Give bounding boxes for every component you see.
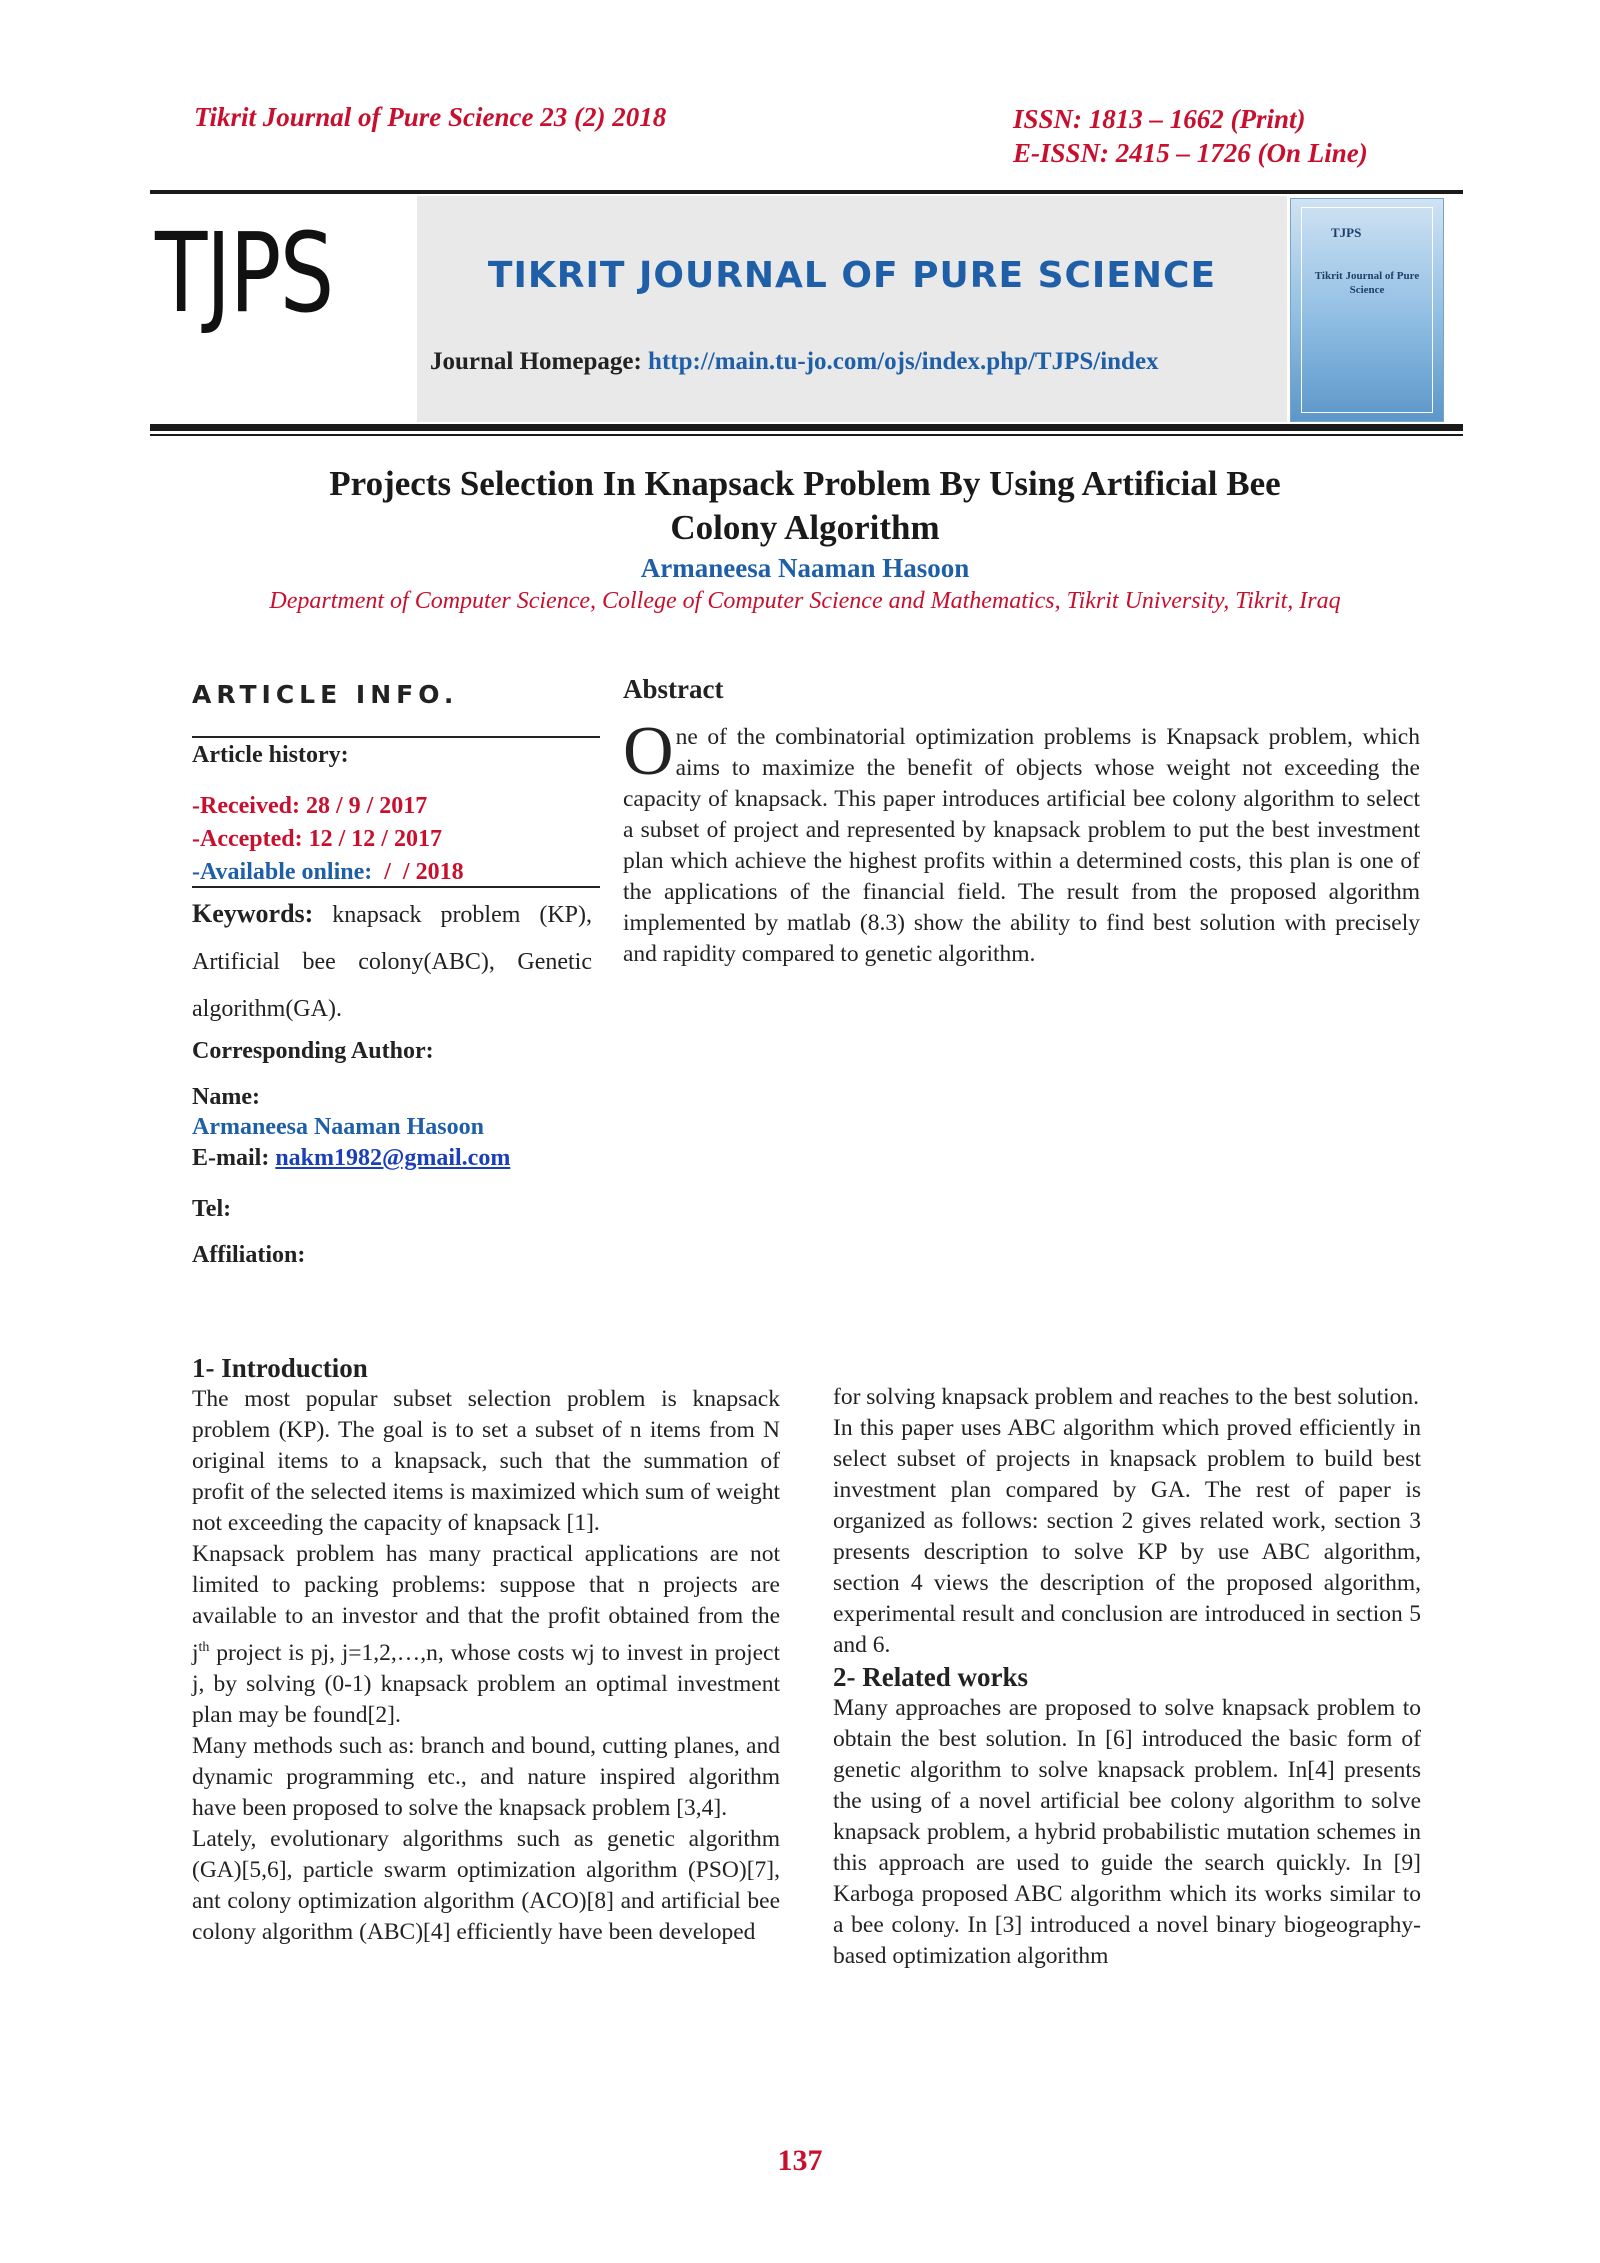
related-works-heading: 2- Related works [833, 1662, 1028, 1692]
body-column-left [192, 1352, 780, 1948]
paper-title [150, 462, 1460, 550]
abstract-heading: Abstract [623, 674, 724, 704]
corresponding-author-label: Corresponding Author: [192, 1038, 434, 1064]
cover-logo: TJPS [1331, 225, 1362, 240]
accepted-date [192, 823, 464, 856]
article-dates [192, 790, 464, 889]
banner-background [417, 196, 1287, 422]
col2-paragraph-1: for solving knapsack problem and reaches to the best solution. [833, 1384, 1420, 1410]
tjps-logo: TJPS [155, 209, 333, 337]
col2-paragraph-2: In this paper uses ABC algorithm which proved efficiently in select subset of projects in knapsack problem to build best investment plan compared by GA. The rest of paper is organized as follows: section 2 gives related work, section 3 presents description to solve KP by use ABC algorithm, section 4 views the description of the proposed algorithm, experimental result and conclusion are introduced in section 5 and 6. [833, 1415, 1421, 1658]
paper-affiliation: Department of Computer Science, College of Computer Science and Mathematics, Tikrit University, Tikrit, Iraq [269, 588, 1341, 614]
keywords-text: knapsack problem (KP), Artificial bee colony(ABC), Genetic algorithm(GA). [192, 902, 592, 1022]
intro-paragraph-2-a: Knapsack problem has many practical applications are not limited to packing problems: suppose that n projects are available to an investor and that the profit obtained from the j [192, 1541, 780, 1666]
keywords-label: Keywords: [192, 899, 314, 928]
related-paragraph-1: Many approaches are proposed to solve knapsack problem to obtain the best solution. In [6] introduced the basic form of genetic algorithm to solve knapsack problem. In[4] presents the using of a novel artificial bee colony algorithm to solve knapsack problem, a hybrid probabilistic mutation schemes in this approach are used to guide the search quickly. In [9] Karboga proposed ABC algorithm which its works similar to a bee colony. In [3] introduced a novel binary biogeography-based optimization algorithm [833, 1695, 1421, 1969]
journal-cover-image [1290, 198, 1444, 422]
online-label: -Available online: [192, 859, 373, 885]
abstract-text [623, 713, 1420, 970]
intro-paragraph-1: The most popular subset selection problem is knapsack problem (KP). The goal is to set a subset of n items from N original items to a knapsack, such that the summation of profit of the selected items is maximized which sum of weight not exceeding the capacity of knapsack [1]. [192, 1386, 780, 1536]
journal-issue: Tikrit Journal of Pure Science 23 (2) 2018 [194, 102, 667, 132]
body-column-right [833, 1382, 1421, 1972]
intro-paragraph-4: Lately, evolutionary algorithms such as genetic algorithm (GA)[5,6], particle swarm optimization algorithm (PSO)[7], ant colony optimization algorithm (ACO)[8] and artificial bee colony algorithm (ABC)[4] efficiently have been developed [192, 1825, 780, 1945]
introduction-heading: 1- Introduction [192, 1353, 368, 1383]
corresponding-author-name: Armaneesa Naaman Hasoon [192, 1114, 484, 1140]
tel-label: Tel: [192, 1196, 232, 1222]
received-label: -Received: [192, 793, 300, 819]
journal-homepage [430, 348, 1159, 376]
homepage-link[interactable]: http://main.tu-jo.com/ojs/index.php/TJPS/index [648, 348, 1159, 375]
page-number: 137 [777, 2144, 823, 2177]
online-date [192, 856, 464, 889]
received-date [192, 790, 464, 823]
paper-title-line1: Projects Selection In Knapsack Problem By Using Artificial Bee [329, 464, 1281, 503]
issn-online: E-ISSN: 2415 – 1726 (On Line) [1013, 138, 1368, 168]
paper-author: Armaneesa Naaman Hasoon [640, 553, 970, 583]
email-label: E-mail: [192, 1145, 270, 1171]
issn-block [1013, 102, 1368, 170]
affiliation-label: Affiliation: [192, 1242, 306, 1268]
homepage-label: Journal Homepage: [430, 348, 642, 375]
received-value: 28 / 9 / 2017 [305, 793, 428, 819]
article-info-rule [192, 736, 600, 738]
accepted-value: 12 / 12 / 2017 [308, 826, 442, 852]
issn-print: ISSN: 1813 – 1662 (Print) [1013, 104, 1306, 134]
banner-bottom-rule-thin [150, 434, 1463, 436]
intro-paragraph-2 [192, 1539, 780, 1731]
intro-paragraph-3: Many methods such as: branch and bound, cutting planes, and dynamic programming etc., and nature inspired algorithm have been proposed to solve the knapsack problem [3,4]. [192, 1732, 780, 1821]
online-value: / / 2018 [378, 859, 464, 885]
banner-bottom-rule [150, 424, 1463, 431]
abstract-drop-cap: O [623, 713, 674, 790]
paper-title-line2: Colony Algorithm [670, 508, 940, 547]
article-history-label: Article history: [192, 742, 349, 768]
article-info-heading: ARTICLE INFO. [192, 680, 459, 709]
cover-title: Tikrit Journal of Pure Science [1314, 270, 1420, 296]
journal-name: TIKRIT JOURNAL OF PURE SCIENCE [487, 255, 1217, 296]
keywords-rule [192, 886, 600, 888]
name-label: Name: [192, 1084, 260, 1110]
email-row [192, 1145, 510, 1172]
abstract-body: ne of the combinatorial optimization problems is Knapsack problem, which aims to maximize the benefit of objects whose weight not exceeding the capacity of knapsack. This paper introduces artificial bee colony algorithm to select a subset of project and represented by knapsack problem to put the best investment plan which achieve the highest profits within a determined costs, this plan is one of the applications of the financial field. The result from the proposed algorithm implemented by matlab (8.3) show the ability to find best solution with precisely and rapidity compared to genetic algorithm. [623, 724, 1420, 967]
email-link[interactable]: nakm1982@gmail.com [275, 1145, 511, 1171]
intro-paragraph-2-b: project is pj, j=1,2,…,n, whose costs wj to invest in project j, by solving (0-1) knapsack problem an optimal investment plan may be found[2]. [192, 1639, 780, 1728]
superscript-th: th [198, 1640, 210, 1655]
keywords [192, 890, 592, 1033]
accepted-label: -Accepted: [192, 826, 303, 852]
banner-top-rule [150, 190, 1463, 194]
cover-frame [1301, 207, 1433, 413]
